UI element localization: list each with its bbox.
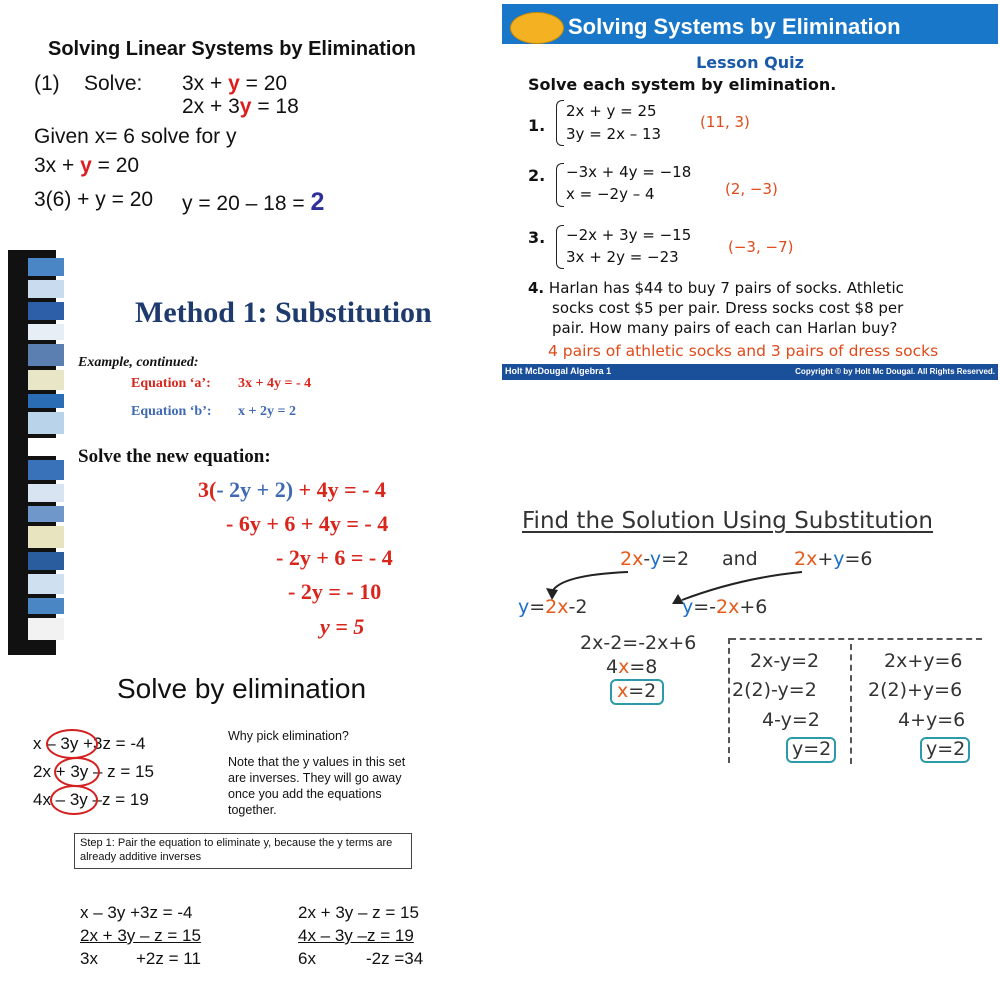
quiz-equation: −3x + 4y = −18: [566, 163, 692, 181]
quiz-equation: 3x + 2y = −23: [566, 248, 679, 266]
check-right-4: y=2: [926, 738, 966, 760]
substitution-diagram-panel: [500, 380, 1000, 810]
quiz-answer: (11, 3): [700, 113, 750, 131]
stripe-square: [28, 598, 64, 614]
stripe-square: [28, 574, 64, 594]
stripe-square: [28, 394, 64, 408]
check-left-3: 4-y=2: [762, 709, 820, 731]
decorative-stripe: [8, 250, 56, 655]
quiz-equation: 2x + y = 25: [566, 102, 657, 120]
divider: [730, 638, 982, 640]
substitution-slide-panel: [0, 250, 500, 655]
work-left-3a: 3x: [80, 949, 98, 968]
step-3: - 2y + 6 = - 4: [276, 545, 393, 570]
stripe-square: [28, 618, 64, 640]
quiz-answer: (2, −3): [725, 180, 778, 198]
isolated-right: y=-2x+6: [682, 596, 768, 618]
stripe-square: [28, 506, 64, 522]
example-label: Example, continued:: [78, 355, 199, 370]
stripe-square: [28, 412, 64, 434]
highlight-circle-icon: [54, 757, 100, 787]
problem-number: (1): [34, 72, 60, 95]
check-left-4: y=2: [792, 738, 832, 760]
why-heading: Why pick elimination?: [228, 729, 349, 743]
stripe-square: [28, 552, 64, 570]
solve-label: Solve:: [84, 72, 143, 95]
stripe-square: [28, 302, 64, 320]
note-text: Note that the y values in this set are inverses. They will go away once you add the equations together.: [228, 755, 406, 817]
problem-number: 2.: [528, 166, 546, 185]
oval-logo-icon: [510, 12, 564, 44]
header-title: Solving Systems by Elimination: [568, 14, 901, 39]
substitution-line: 3(6) + y = 20: [34, 188, 154, 211]
brace-icon: [556, 225, 564, 269]
problem-number: 3.: [528, 228, 546, 247]
step-2: - 6y + 6 + 4y = - 4: [226, 511, 389, 536]
brace-icon: [556, 163, 564, 207]
elimination-example-panel: [0, 0, 500, 250]
panel-title: Solve by elimination: [117, 673, 367, 704]
check-right-3: 4+y=6: [898, 709, 966, 731]
system-equation-3: 4x – 3y –z = 19: [33, 790, 149, 809]
word-problem: 4. Harlan has $44 to buy 7 pairs of socks. Athletic socks cost $5 per pair. Dress socks cost $8 per pair. How many pairs of each can Harlan buy?: [528, 279, 904, 337]
answer-value: 2: [310, 188, 325, 216]
highlight-circle-icon: [50, 785, 98, 815]
divider: [728, 638, 730, 763]
stripe-square: [28, 438, 64, 456]
solve-heading: Solve the new equation:: [78, 446, 271, 467]
stripe-square: [28, 324, 64, 340]
highlight-circle-icon: [46, 729, 98, 759]
stripe-square: [28, 344, 64, 366]
stripe-square: [28, 460, 64, 480]
panel-title: Solving Linear Systems by Elimination: [48, 38, 416, 60]
x-result: x=2: [617, 680, 657, 702]
step-1: 3(- 2y + 2) + 4y = - 4: [198, 477, 386, 502]
quiz-instruction: Solve each system by elimination.: [528, 75, 837, 94]
work-right-2: 4x – 3y –z = 19: [298, 926, 414, 945]
step-4: - 2y = - 10: [288, 579, 382, 604]
footer-bar: [502, 364, 998, 380]
system-equation-2: 2x + 3y – z = 15: [33, 762, 154, 781]
stripe-square: [28, 484, 64, 502]
work-left-3b: +2z = 11: [136, 949, 201, 968]
work-right-3a: 6x: [298, 949, 316, 968]
work-right-3b: -2z =34: [366, 949, 424, 968]
result-line: y = 20 – 18 = 2: [182, 188, 325, 216]
check-left-2: 2(2)-y=2: [732, 679, 817, 701]
quiz-equation: −2x + 3y = −15: [566, 226, 692, 244]
system-right: 2x+y=6: [794, 548, 873, 570]
diagram-heading: Find the Solution Using Substitution: [522, 508, 934, 534]
divider: [850, 644, 852, 764]
stripe-square: [28, 280, 64, 298]
step-5: y = 5: [320, 614, 365, 639]
and-label: and: [722, 548, 758, 570]
stripe-square: [28, 370, 64, 390]
equation-a: Equation ‘a’: 3x + 4y = - 4: [131, 376, 312, 391]
check-right-2: 2(2)+y=6: [868, 679, 963, 701]
slide-title: Method 1: Substitution: [135, 296, 432, 329]
set-equal-line: 2x-2=-2x+6: [580, 632, 697, 654]
equation-3: 3x + y = 20: [34, 154, 140, 177]
check-right-1: 2x+y=6: [884, 650, 963, 672]
word-problem-answer: 4 pairs of athletic socks and 3 pairs of dress socks: [548, 342, 939, 360]
work-right-1: 2x + 3y – z = 15: [298, 903, 419, 922]
isolated-left: y=2x-2: [518, 596, 588, 618]
stripe-square: [28, 526, 64, 548]
system-left: 2x-y=2: [620, 548, 690, 570]
quiz-equation: x = −2y – 4: [566, 185, 655, 203]
equation-b: Equation ‘b’: x + 2y = 2: [131, 404, 296, 419]
simplify-line: 4x=8: [606, 656, 658, 678]
header-bar: [502, 4, 998, 44]
brace-icon: [556, 100, 564, 146]
equation-1: 3x + y = 20: [182, 72, 288, 95]
footer-publisher: Holt McDougal Algebra 1: [505, 366, 612, 376]
system-equation-1: x – 3y +3z = -4: [33, 734, 146, 753]
footer-copyright: Copyright © by Holt Mc Dougal. All Rights Reserved.: [795, 367, 995, 376]
problem-number: 1.: [528, 116, 546, 135]
check-left-1: 2x-y=2: [750, 650, 820, 672]
quiz-answer: (−3, −7): [728, 238, 794, 256]
lesson-quiz-panel: [500, 0, 1000, 380]
equation-2: 2x + 3y = 18: [182, 95, 299, 118]
work-left-1: x – 3y +3z = -4: [80, 903, 193, 922]
step-1-box: Step 1: Pair the equation to eliminate y, because the y terms are already additive inverses: [74, 833, 412, 869]
work-left-2: 2x + 3y – z = 15: [80, 926, 201, 945]
quiz-equation: 3y = 2x – 13: [566, 125, 662, 143]
given-text: Given x= 6 solve for y: [34, 125, 237, 148]
elimination-three-variable-panel: [0, 655, 500, 1000]
stripe-square: [28, 258, 64, 276]
quiz-subtitle: Lesson Quiz: [696, 53, 804, 72]
